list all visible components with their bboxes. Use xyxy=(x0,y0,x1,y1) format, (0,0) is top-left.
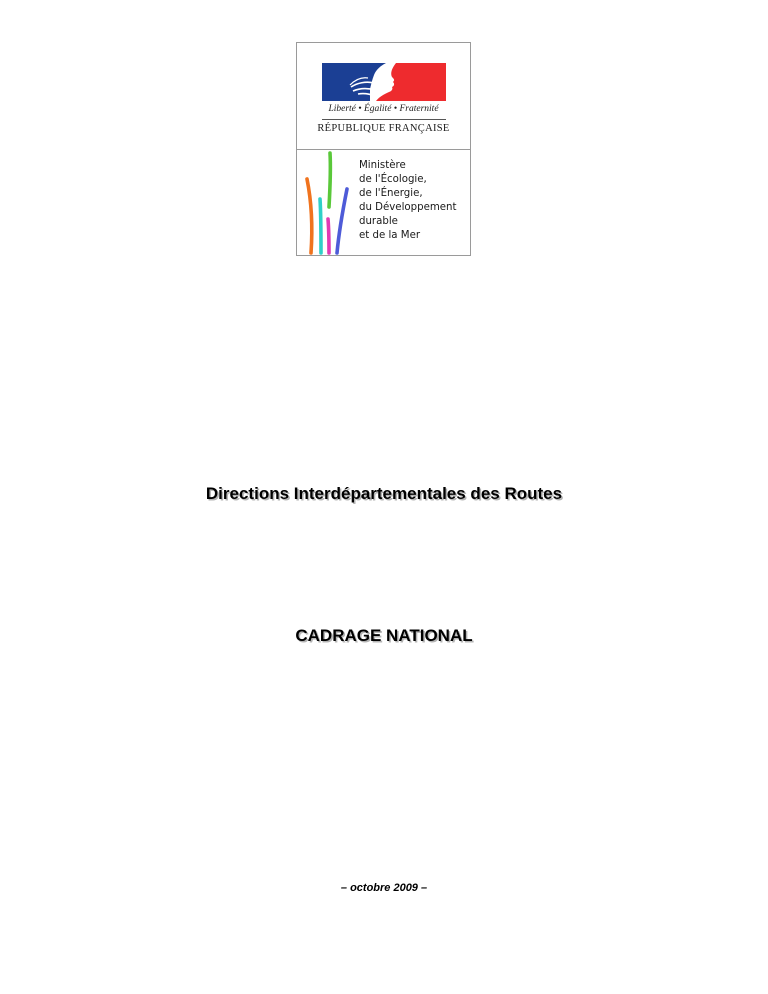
document-subtitle: CADRAGE NATIONAL xyxy=(295,626,473,645)
republic-motto: Liberté • Égalité • Fraternité xyxy=(328,104,439,114)
ministry-ribbons-icon xyxy=(301,149,353,255)
marianne-emblem-icon xyxy=(322,63,446,101)
republic-logo xyxy=(297,43,470,150)
document-date: – octobre 2009 – xyxy=(340,882,428,894)
ministry-name xyxy=(359,159,456,243)
ministry-line: durable xyxy=(359,216,398,227)
ministry-line: de l'Écologie, xyxy=(359,174,427,185)
ministry-line: Ministère xyxy=(359,160,406,171)
ministry-line: et de la Mer xyxy=(359,230,421,241)
ministry-logo xyxy=(296,42,471,256)
ministry-line: de l'Énergie, xyxy=(359,188,423,199)
ministry-line: du Développement xyxy=(359,202,457,213)
motto-divider xyxy=(322,119,446,120)
document-title: Directions Interdépartementales des Routes xyxy=(205,484,563,503)
republic-name: RÉPUBLIQUE FRANÇAISE xyxy=(317,123,450,134)
